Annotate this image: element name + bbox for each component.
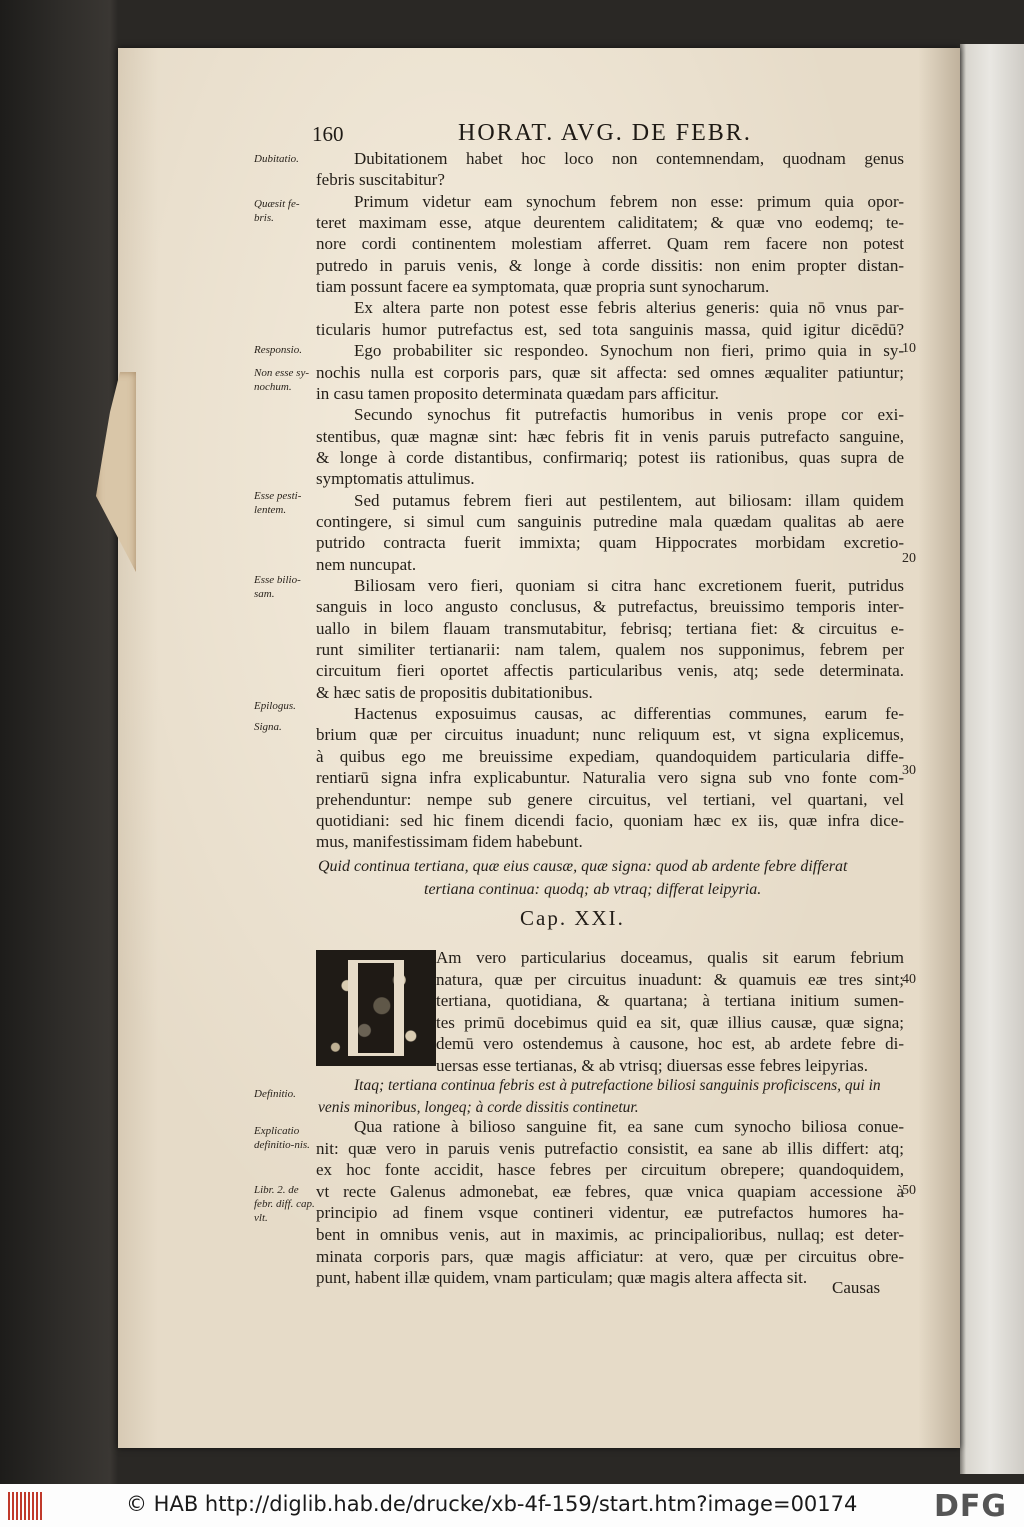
marginal-note: Responsio. — [254, 344, 302, 356]
text-line: Biliosam vero fieri, quoniam si citra hanc excretionem fuerit, putridus — [354, 576, 904, 595]
text-line: minata corporis pars, quæ magis afficiatur: at vero, quæ per circuitus obre- — [316, 1246, 904, 1266]
marginal-note: Quæsit fe-bris. — [254, 198, 300, 224]
initial-text-line: uersas esse tertianas, & ab vtrisq; diuersas esse febres leipyrias. — [436, 1056, 868, 1075]
chapter-title-line-1: Quid continua tertiana, quæ eius causæ, quæ signa: quod ab ardente febre differat — [318, 858, 848, 875]
text-line: nem nuncupat. — [316, 554, 417, 574]
text-line: à quibus ego me breuissime expediam, quandoquidem particularia diffe- — [316, 746, 904, 766]
catchword: Causas — [832, 1278, 881, 1297]
text-line: circuitum fieri oportet affectis particularibus venis, atq; sede determinata. — [316, 661, 904, 681]
text-line: Dubitationem habet hoc loco non contemnendam, quodnam genus — [354, 149, 904, 168]
definition-line-1: Itaq; tertiana continua febris est à putrefactione biliosi sanguinis proficiscens, qui in — [354, 1077, 881, 1094]
text-line: Qua ratione à bilioso sanguine fit, ea sane cum synocho biliosa conue- — [354, 1117, 904, 1136]
text-line: teret maximam esse, atque deurentem caliditatem; & quæ vno eodemq; te- — [316, 213, 904, 233]
text-line: & hæc satis de propositis dubitationibus. — [316, 682, 593, 702]
text-line: Hactenus exposuimus causas, ac differentias communes, earum fe- — [354, 704, 904, 724]
initial-text-line: tertiana, quotidiana, & quartana; à tertiana initium sumen- — [436, 991, 904, 1011]
footer-bar — [0, 1484, 1024, 1527]
text-line: bent in omnibus venis, aut in maximis, ac principalioribus, nullaq; est deter- — [316, 1225, 904, 1244]
text-line: in casu tamen proposito determinata quædam pars afficitur. — [316, 383, 719, 403]
marginal-note: Epilogus. — [254, 700, 296, 712]
initial-text-line: Am vero particularius doceamus, qualis sit earum febrium — [436, 948, 904, 967]
text-line: brium quæ per circuitus inuadunt; nunc reliquum est, vt signa explicemus, — [316, 725, 904, 745]
text-line: Secundo synochus fit putrefactis humoribus in venis prope cor exi- — [354, 405, 904, 425]
text-line: Ego probabiliter sic respondeo. Synochum non fieri, primo quia in sy- — [354, 341, 904, 361]
text-line: putrido contracta fuerit immixta; quam Hippocrates morbidam excretio- — [316, 533, 904, 553]
text-line: nit: quæ vero in paruis venis putrefactio consistit, ea sane ab illis differt: atq; — [316, 1138, 904, 1158]
text-line: tiam possunt facere ea symptomata, quæ propria sunt synocharum. — [316, 277, 770, 297]
marginal-note: Signa. — [254, 721, 282, 733]
text-line: rentiarū signa infra explicabuntur. Naturalia vero signa sub vno fonte com- — [316, 768, 904, 788]
text-line: stentibus, quæ magnæ sint: hæc febris fit in venis paruis putrefacto sanguine, — [316, 426, 904, 446]
line-number: 30 — [902, 763, 916, 778]
text-line: sanguis in loco angusto conclusus, & putrefactus, breuissimo temporis inter- — [316, 597, 904, 617]
text-line: runt similiter tertianarii: nam talem, qualem nos supponimus, febrem per — [316, 640, 904, 660]
text-line: Ex altera parte non potest esse febris alterius generis: quia nō vnus par- — [354, 298, 904, 318]
text-line: nore cordi continentem molestiam afferret. Quam rem facere non potest — [316, 234, 904, 254]
marginal-note: Esse bilio-sam. — [254, 574, 301, 600]
chapter-number: Cap. XXI. — [520, 906, 625, 930]
marginal-note: Libr. 2. de febr. diff. cap. vlt. — [254, 1184, 315, 1224]
text-line: ex hoc fonte accidit, hasce febres per circuitum obrepere; quandoquidem, — [316, 1160, 904, 1180]
marginal-note: Esse pesti-lentem. — [254, 490, 302, 516]
initial-text-line: natura, quæ per circuitus inuadunt: & quamuis eæ tres sint; — [436, 969, 904, 989]
text-line: putredo in paruis venis, & longe à corde dissitis: non enim propter distan- — [316, 255, 904, 275]
chapter-title-line-2: tertiana continua: quodq; ab vtraq; differat leipyria. — [424, 881, 762, 898]
text-line: Primum videtur eam synochum febrem non esse: primum quia opor- — [354, 191, 904, 211]
decorated-initial — [316, 950, 436, 1066]
marginal-note: Explicatio definitio-nis. — [254, 1125, 310, 1151]
text-line: vt recte Galenus admonebat, eæ febres, quæ vnica quapiam accessione à — [316, 1181, 904, 1201]
text-line: principio ad finem vsque contineri videntur, eæ putrefactos humores ha- — [316, 1203, 904, 1223]
line-number: 20 — [902, 551, 916, 566]
text-line: quotidiani: sed hic finem dicendi facio, quoniam hæc ex iis, quæ infra dice- — [316, 810, 904, 830]
line-number: 40 — [902, 972, 916, 987]
marginal-note: Definitio. — [254, 1088, 296, 1100]
text-line: contingere, si simul cum sanguinis putredine mala quædam qualitas ab aere — [316, 511, 904, 531]
text-line: symptomatis attulimus. — [316, 469, 475, 489]
text-line: uallo in bilem flauam transmutabitur, febrisq; tertiana fiet: & circuitus e- — [316, 618, 904, 638]
marginal-note: Dubitatio. — [254, 153, 299, 165]
line-number: 50 — [902, 1183, 916, 1198]
definition-line-2: venis minoribus, longeq; à corde dissitis continetur. — [318, 1099, 639, 1116]
text-line: mus, manifestissimam fidem habebunt. — [316, 832, 583, 852]
initial-text-line: demū vero ostendemus à causone, hoc est, ab ardete febre di- — [436, 1034, 904, 1054]
text-line: febris suscitabitur? — [316, 170, 445, 190]
footer-copyright-link[interactable]: © HAB http://diglib.hab.de/drucke/xb-4f-159/start.htm?image=00174 — [126, 1492, 858, 1516]
page-stack-edge — [960, 44, 1024, 1474]
text-line: Sed putamus febrem fieri aut pestilentem, aut biliosam: illam quidem — [354, 490, 904, 510]
page-number: 160 — [312, 122, 344, 146]
dfg-logo: DFG — [934, 1489, 1008, 1524]
text-line: nochis nulla est corporis pars, quæ sit affecta: sed omnes æqualiter patiuntur; — [316, 362, 904, 382]
text-line: ticularis humor putrefactus est, sed tota sanguinis massa, quid igitur dicēdū? — [316, 319, 904, 339]
running-title: HORAT. AVG. DE FEBR. — [458, 120, 752, 146]
text-line: punt, habent illæ quidem, vnam particulam; quæ magis altera affecta sit. — [316, 1268, 808, 1288]
marginal-note: Non esse sy-nochum. — [254, 367, 309, 393]
hab-logo-icon — [8, 1492, 42, 1520]
text-line: prehenduntur: nempe sub genere circuitus, vel tertiani, vel quartani, vel — [316, 789, 904, 809]
initial-text-line: tes primū docebimus quid ea sit, quæ illius causæ, quæ signa; — [436, 1012, 904, 1032]
line-number: 10 — [902, 341, 916, 356]
text-line: & longe à corde distantibus, confirmariq; potest iis rationibus, quas supra de — [316, 447, 904, 467]
